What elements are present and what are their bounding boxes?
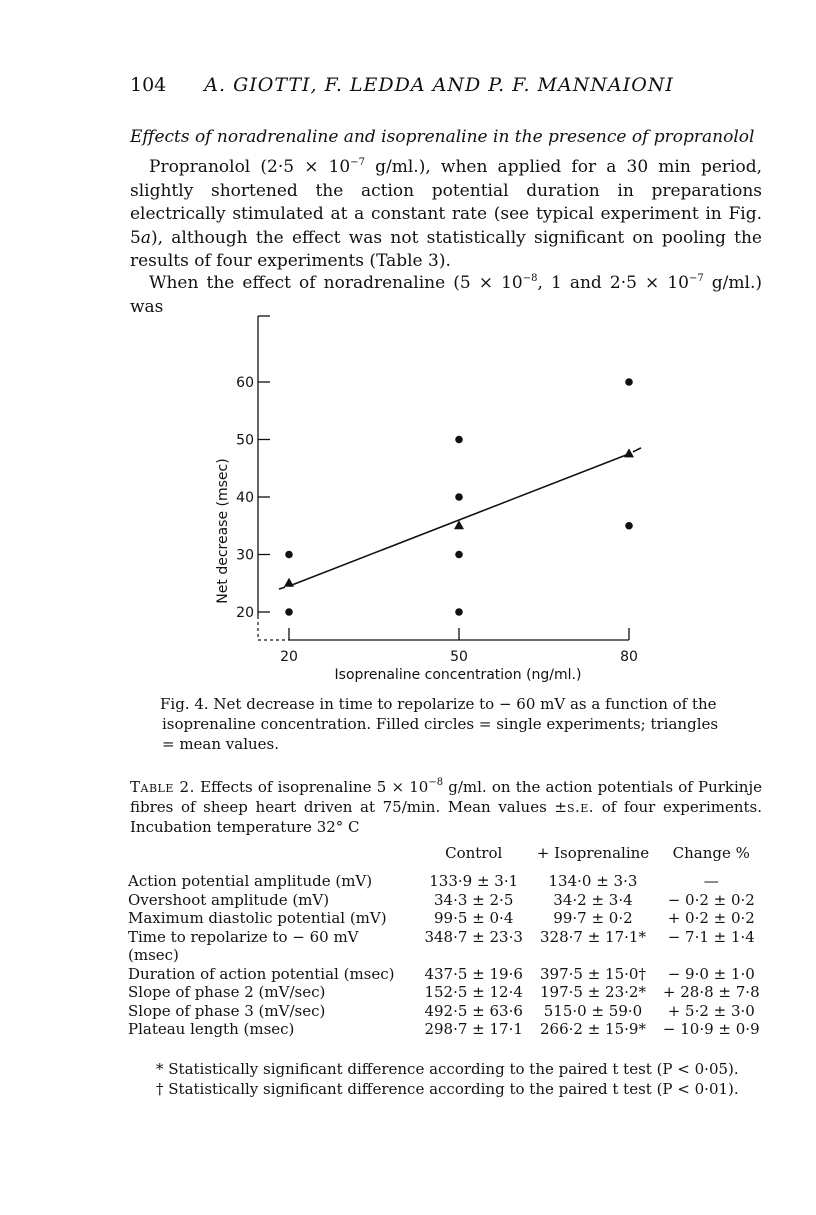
column-header-isoprenaline: + Isoprenaline [536, 844, 650, 862]
row-label: Time to repolarize to − 60 mV [128, 927, 359, 946]
data-point-circle [625, 378, 633, 386]
cell-control: 298·7 ± 17·1 [424, 1020, 523, 1038]
y-tick-label: 20 [236, 605, 254, 621]
table-row [128, 965, 766, 984]
cell-control: 99·5 ± 0·4 [434, 909, 514, 927]
column-header-control: Control [445, 844, 503, 862]
exponent: −8 [428, 777, 444, 788]
figure-caption: Fig. 4. Net decrease in time to repolarize to − 60 mV as a function of the isoprenaline concentration. Filled circles = single experiments; triangles = mean values. [160, 695, 719, 753]
cell-control: 437·5 ± 19·6 [424, 964, 523, 983]
cell-control: 34·3 ± 2·5 [434, 890, 514, 909]
data-point-circle [455, 608, 463, 616]
footnote-dagger: † Statistically significant difference according to the paired t test (P < 0·01). [156, 1080, 739, 1098]
table-row [128, 909, 766, 928]
data-point-circle [285, 608, 293, 616]
cell-isoprenaline: 197·5 ± 23·2* [540, 983, 646, 1001]
data-point-circle [455, 436, 463, 444]
y-tick-label: 30 [236, 547, 254, 564]
data-point-circle [455, 493, 463, 501]
table-row [128, 946, 766, 965]
y-tick-label: 60 [236, 375, 254, 391]
table-caption-text: g/ml. on the action potentials of Purkinje fibres of sheep heart driven at 75/min. Mean values ± [130, 778, 762, 816]
cell-change: + 5·2 ± 3·0 [667, 1001, 755, 1020]
page-number: 104 [130, 74, 167, 96]
cell-change: + 0·2 ± 0·2 [667, 909, 755, 927]
cell-change: − 9·0 ± 1·0 [667, 964, 755, 983]
figure-panel-ref: a [140, 227, 151, 248]
cell-isoprenaline [529, 946, 656, 965]
regression-line [289, 454, 629, 586]
cell-change: — [703, 872, 719, 890]
cell-change: − 7·1 ± 1·4 [667, 927, 755, 946]
table-row [128, 983, 766, 1002]
column-header-change: Change % [672, 844, 750, 862]
paragraph-text: g/ml.) was [130, 273, 763, 317]
regression-line-ext [279, 587, 285, 589]
exponent: −8 [522, 273, 538, 284]
row-label: Action potential amplitude (mV) [128, 872, 373, 890]
x-tick-label: 50 [450, 649, 468, 665]
header-cell-empty [128, 844, 418, 872]
paragraph-text: , 1 and 2·5 × 10 [537, 273, 689, 293]
running-header-authors: A. GIOTTI, F. LEDDA AND P. F. MANNAIONI [204, 74, 674, 96]
paragraph-text: When the effect of noradrenaline (5 × 10 [149, 273, 523, 293]
data-point-circle [285, 551, 293, 559]
row-label: Overshoot amplitude (mV) [128, 890, 330, 909]
section-heading: Effects of noradrenaline and isoprenaline in the presence of propranolol [130, 127, 755, 147]
paragraph-text: ), although the effect was not statistically significant on pooling the results of four experiments (Table 3). [130, 227, 762, 271]
x-axis-label: Isoprenaline concentration (ng/ml.) [334, 667, 582, 683]
cell-isoprenaline: 515·0 ± 59·0 [543, 1001, 643, 1020]
cell-change: − 0·2 ± 0·2 [667, 890, 755, 909]
cell-isoprenaline: 99·7 ± 0·2 [553, 909, 633, 927]
row-label: Slope of phase 2 (mV/sec) [128, 983, 326, 1001]
table-row [128, 1020, 766, 1039]
data-point-circle [625, 522, 633, 530]
cell-isoprenaline: 134·0 ± 3·3 [548, 872, 638, 890]
y-tick-label: 50 [236, 432, 254, 449]
row-label: Maximum diastolic potential (mV) [128, 909, 387, 927]
data-point-triangle [624, 448, 634, 457]
cell-isoprenaline: 34·2 ± 3·4 [553, 890, 633, 909]
table-caption-text: of four experiments. Incubation temperature 32° C [130, 798, 762, 836]
cell-control: 348·7 ± 23·3 [424, 927, 523, 946]
cell-control: 492·5 ± 63·6 [424, 1001, 523, 1020]
x-tick-label: 80 [620, 649, 638, 665]
table-caption-abbrev: s.e. [566, 798, 595, 816]
cell-change: − 10·9 ± 0·9 [662, 1020, 760, 1038]
x-tick-label: 20 [280, 649, 298, 665]
cell-control [418, 946, 529, 965]
table-footnotes [156, 1059, 776, 1099]
table-2 [128, 844, 766, 1039]
cell-control: 152·5 ± 12·4 [424, 983, 523, 1001]
table-caption [130, 777, 762, 837]
table-label: Table 2. [130, 778, 195, 796]
y-tick-label: 40 [236, 490, 254, 506]
paragraph-text: Propranolol (2·5 × 10 [149, 157, 351, 177]
cell-change [657, 946, 766, 965]
regression-line-ext [633, 448, 641, 452]
cell-isoprenaline: 328·7 ± 17·1* [540, 927, 646, 946]
cell-isoprenaline: 266·2 ± 15·9* [540, 1020, 646, 1038]
paragraph-propranolol [130, 156, 762, 274]
table-row [128, 891, 766, 910]
data-point-circle [455, 551, 463, 559]
cell-change: + 28·8 ± 7·8 [662, 983, 760, 1001]
cell-control: 133·9 ± 3·1 [429, 872, 519, 890]
row-label: Plateau length (msec) [128, 1020, 295, 1038]
row-label: (msec) [128, 946, 179, 964]
table-caption-text: Effects of isoprenaline 5 × 10 [194, 778, 429, 796]
paragraph-text: g/ml.), when applied for a 30 min period, slightly shortened the action potential duration in preparations electrically stimulated at a constant rate (see typical experiment in Fig. 5 [130, 157, 762, 248]
table-row [128, 872, 766, 891]
cell-isoprenaline: 397·5 ± 15·0† [540, 964, 646, 983]
y-axis-label: Net decrease (msec) [215, 458, 231, 604]
table-header-row [128, 844, 766, 872]
footnote-asterisk: * Statistically significant difference according to the paired t test (P < 0·05). [156, 1060, 739, 1078]
table-row [128, 928, 766, 947]
running-header [130, 74, 674, 96]
row-label: Slope of phase 3 (mV/sec) [128, 1001, 326, 1020]
exponent: −7 [688, 273, 704, 284]
table-row [128, 1002, 766, 1021]
figure-4-scatter-chart [200, 310, 680, 690]
data-point-triangle [284, 578, 294, 587]
row-label: Duration of action potential (msec) [128, 964, 395, 983]
exponent: −7 [350, 157, 365, 168]
